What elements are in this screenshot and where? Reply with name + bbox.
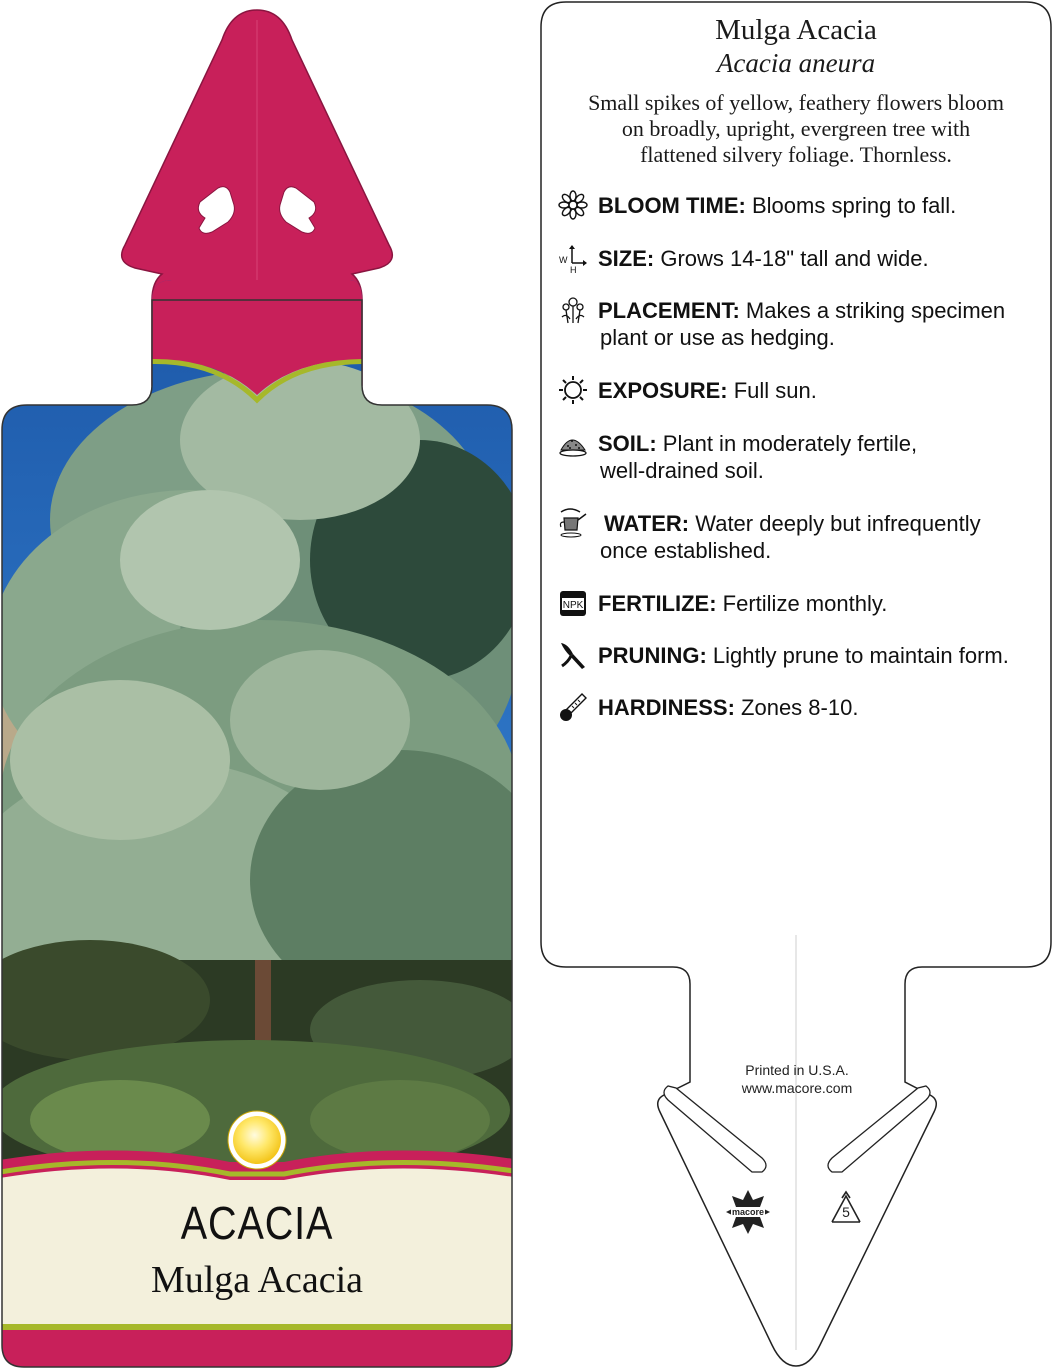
- back-common-name: Mulga Acacia: [715, 14, 877, 46]
- care-value-continued: once established.: [600, 538, 772, 563]
- care-value-continued: well-drained soil.: [600, 458, 764, 483]
- svg-text:W: W: [559, 255, 568, 265]
- full-sun-icon: [228, 1111, 286, 1169]
- pruners-icon: [558, 640, 588, 670]
- printed-text: Printed in U.S.A.: [745, 1062, 849, 1078]
- care-value: Blooms spring to fall.: [752, 193, 957, 218]
- care-value: Plant in moderately fertile,: [662, 431, 918, 456]
- care-value: Fertilize monthly.: [722, 591, 888, 616]
- care-label: FERTILIZE:: [598, 591, 717, 616]
- tree-photo: [0, 360, 550, 1180]
- macore-logo: [726, 1190, 770, 1234]
- svg-text:H: H: [570, 265, 577, 273]
- front-genus: ACACIA: [180, 1197, 334, 1249]
- care-value-continued: plant or use as hedging.: [600, 325, 835, 350]
- description-line: Small spikes of yellow, feathery flowers bloom: [588, 90, 1004, 115]
- back-scientific-name: Acacia aneura: [716, 48, 876, 78]
- printed-info: [700, 1061, 894, 1097]
- care-value: Makes a striking specimen: [745, 298, 1006, 323]
- care-label: PLACEMENT:: [598, 298, 740, 323]
- care-label: PRUNING:: [598, 643, 707, 668]
- soil-icon: [558, 428, 588, 458]
- care-label: EXPOSURE:: [598, 378, 728, 403]
- care-label: SIZE:: [598, 246, 655, 271]
- svg-text:macore: macore: [731, 1207, 765, 1217]
- care-value: Lightly prune to maintain form.: [712, 643, 1009, 668]
- description: [556, 90, 1036, 168]
- care-label: WATER:: [604, 511, 690, 536]
- care-value: Grows 14-18" tall and wide.: [660, 246, 929, 271]
- care-label: HARDINESS:: [598, 695, 735, 720]
- svg-text:NPK: NPK: [562, 600, 584, 611]
- care-value: Full sun.: [733, 378, 817, 403]
- care-label: SOIL:: [598, 431, 657, 456]
- placement-icon: [558, 295, 588, 325]
- svg-text:5: 5: [842, 1204, 850, 1220]
- front-tag: [0, 10, 550, 1369]
- watering-can-icon: [558, 508, 588, 538]
- front-common-name: Mulga Acacia: [150, 1259, 364, 1301]
- npk-icon: [558, 588, 588, 618]
- description-line: on broadly, upright, evergreen tree with: [621, 116, 971, 141]
- flower-icon: [558, 190, 588, 220]
- care-value: Zones 8-10.: [741, 695, 859, 720]
- sun-icon: [558, 375, 588, 405]
- care-label: BLOOM TIME:: [598, 193, 746, 218]
- description-line: flattened silvery foliage. Thornless.: [640, 142, 952, 167]
- care-value: Water deeply but infrequently: [695, 511, 981, 536]
- thermometer-icon: [558, 692, 588, 722]
- website-text: www.macore.com: [741, 1080, 853, 1096]
- size-icon: [558, 243, 588, 273]
